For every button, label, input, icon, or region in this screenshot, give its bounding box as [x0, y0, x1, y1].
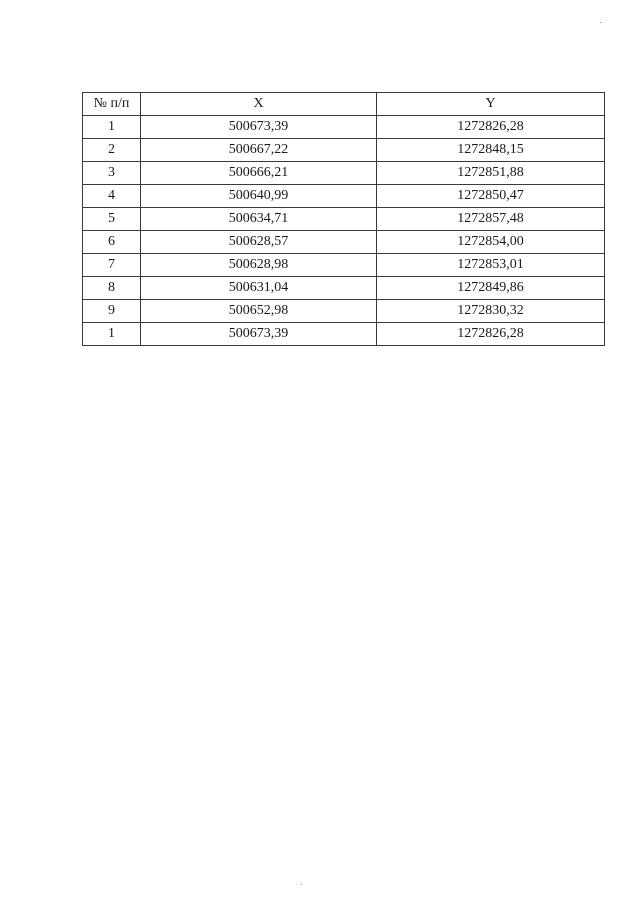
cell-point-number: 4: [83, 185, 141, 208]
scan-speck: [301, 884, 302, 885]
cell-y: 1272853,01: [377, 254, 605, 277]
table-row: [83, 231, 605, 254]
cell-point-number: 6: [83, 231, 141, 254]
table-row: [83, 208, 605, 231]
table-row: [83, 116, 605, 139]
table-row: [83, 254, 605, 277]
cell-x: 500640,99: [141, 185, 377, 208]
table-row: [83, 185, 605, 208]
table-row: [83, 323, 605, 346]
cell-x: 500628,98: [141, 254, 377, 277]
cell-y: 1272854,00: [377, 231, 605, 254]
table-row: [83, 300, 605, 323]
cell-point-number: 9: [83, 300, 141, 323]
header-x: X: [141, 93, 377, 116]
coordinates-table: [82, 92, 605, 346]
cell-y: 1272849,86: [377, 277, 605, 300]
cell-y: 1272826,28: [377, 116, 605, 139]
cell-y: 1272857,48: [377, 208, 605, 231]
header-y: Y: [377, 93, 605, 116]
scan-speck: [600, 22, 601, 23]
cell-x: 500667,22: [141, 139, 377, 162]
cell-point-number: 1: [83, 116, 141, 139]
table-body: [83, 116, 605, 346]
cell-y: 1272851,88: [377, 162, 605, 185]
header-row: [83, 93, 605, 116]
cell-x: 500673,39: [141, 323, 377, 346]
table-header: [83, 93, 605, 116]
cell-x: 500634,71: [141, 208, 377, 231]
table-row: [83, 139, 605, 162]
table-row: [83, 277, 605, 300]
cell-point-number: 2: [83, 139, 141, 162]
cell-point-number: 8: [83, 277, 141, 300]
cell-point-number: 3: [83, 162, 141, 185]
cell-point-number: 1: [83, 323, 141, 346]
table-row: [83, 162, 605, 185]
cell-y: 1272850,47: [377, 185, 605, 208]
cell-y: 1272848,15: [377, 139, 605, 162]
cell-x: 500628,57: [141, 231, 377, 254]
cell-y: 1272826,28: [377, 323, 605, 346]
cell-point-number: 5: [83, 208, 141, 231]
header-point-number: № п/п: [83, 93, 141, 116]
cell-y: 1272830,32: [377, 300, 605, 323]
cell-x: 500673,39: [141, 116, 377, 139]
cell-x: 500652,98: [141, 300, 377, 323]
cell-point-number: 7: [83, 254, 141, 277]
cell-x: 500631,04: [141, 277, 377, 300]
cell-x: 500666,21: [141, 162, 377, 185]
